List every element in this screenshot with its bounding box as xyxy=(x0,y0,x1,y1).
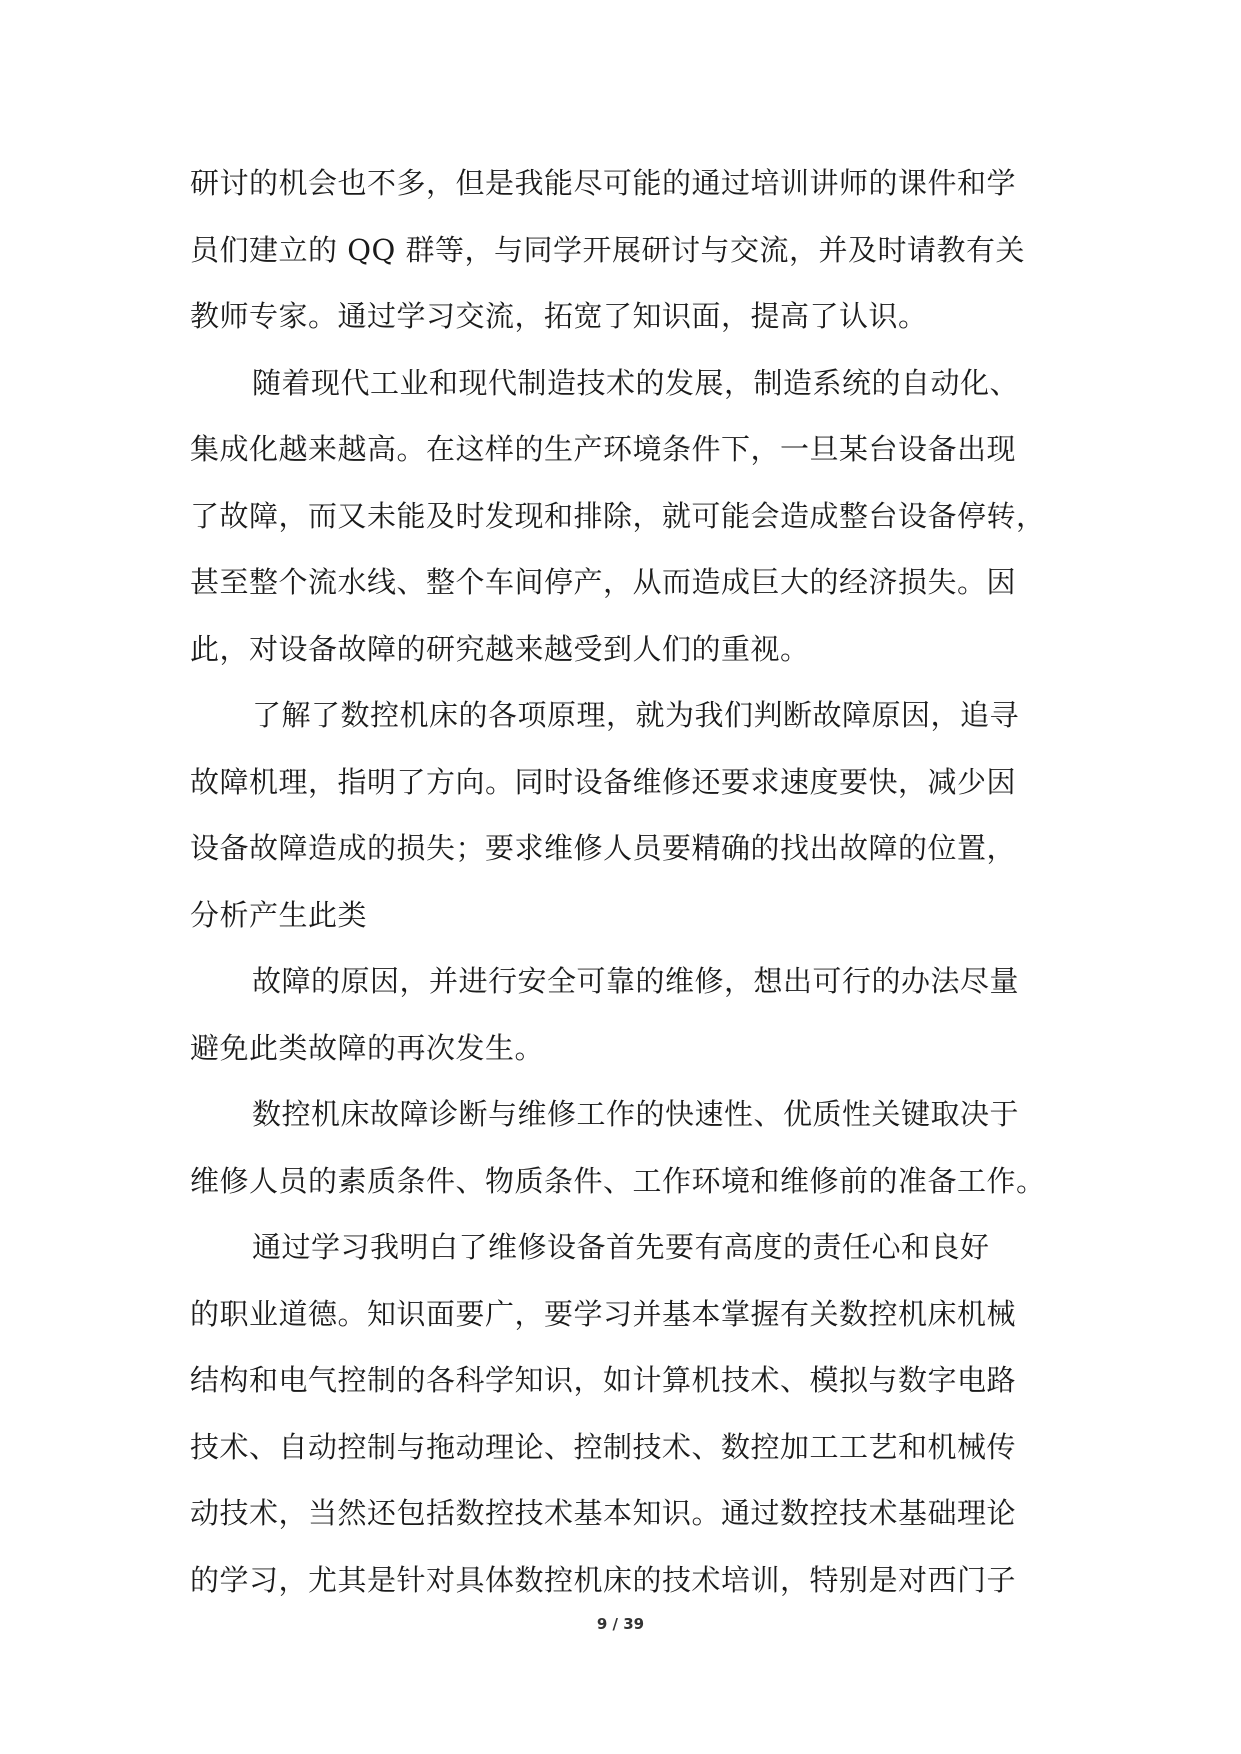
text-line: 通过学习我明白了维修设备首先要有高度的责任心和良好 xyxy=(252,1230,990,1264)
text-line: 了解了数控机床的各项原理，就为我们判断故障原因，追寻 xyxy=(252,698,1020,732)
text-line: 教师专家。通过学习交流，拓宽了知识面，提高了认识。 xyxy=(190,299,928,333)
text-line: 设备故障造成的损失；要求维修人员要精确的找出故障的位置， xyxy=(190,831,1017,865)
text-line: 故障的原因，并进行安全可靠的维修，想出可行的办法尽量 xyxy=(252,964,1020,998)
text-line: 随着现代工业和现代制造技术的发展，制造系统的自动化、 xyxy=(252,365,1020,400)
text-line: 了故障，而又未能及时发现和排除，就可能会造成整台设备停转， xyxy=(190,498,1046,533)
page-number: 9 / 39 xyxy=(596,1615,645,1633)
text-line: 故障机理，指明了方向。同时设备维修还要求速度要快，减少因 xyxy=(190,764,1017,799)
text-line: 结构和电气控制的各科学知识，如计算机技术、模拟与数字电路 xyxy=(190,1363,1017,1397)
text-line: 维修人员的素质条件、物质条件、工作环境和维修前的准备工作。 xyxy=(190,1163,1046,1198)
text-line: 分析产生此类 xyxy=(190,897,368,932)
text-line: 研讨的机会也不多，但是我能尽可能的通过培训讲师的课件和学 xyxy=(190,166,1017,200)
text-line: 此，对设备故障的研究越来越受到人们的重视。 xyxy=(190,631,810,666)
text-line: 的学习，尤其是针对具体数控机床的技术培训，特别是对西门子 xyxy=(190,1562,1017,1597)
text-line: 甚至整个流水线、整个车间停产，从而造成巨大的经济损失。因 xyxy=(190,565,1017,599)
text-line: 的职业道德。知识面要广，要学习并基本掌握有关数控机床机械 xyxy=(190,1296,1017,1331)
body-text xyxy=(190,150,1070,1613)
text-line: 集成化越来越高。在这样的生产环境条件下，一旦某台设备出现 xyxy=(190,432,1017,466)
text-line: 员们建立的 QQ 群等，与同学开展研讨与交流，并及时请教有关 xyxy=(190,232,1025,267)
text-line: 技术、自动控制与拖动理论、控制技术、数控加工工艺和机械传 xyxy=(190,1429,1017,1464)
text-line: 数控机床故障诊断与维修工作的快速性、优质性关键取决于 xyxy=(252,1097,1020,1131)
text-line: 避免此类故障的再次发生。 xyxy=(190,1030,545,1065)
text-line: 动技术，当然还包括数控技术基本知识。通过数控技术基础理论 xyxy=(190,1496,1017,1530)
